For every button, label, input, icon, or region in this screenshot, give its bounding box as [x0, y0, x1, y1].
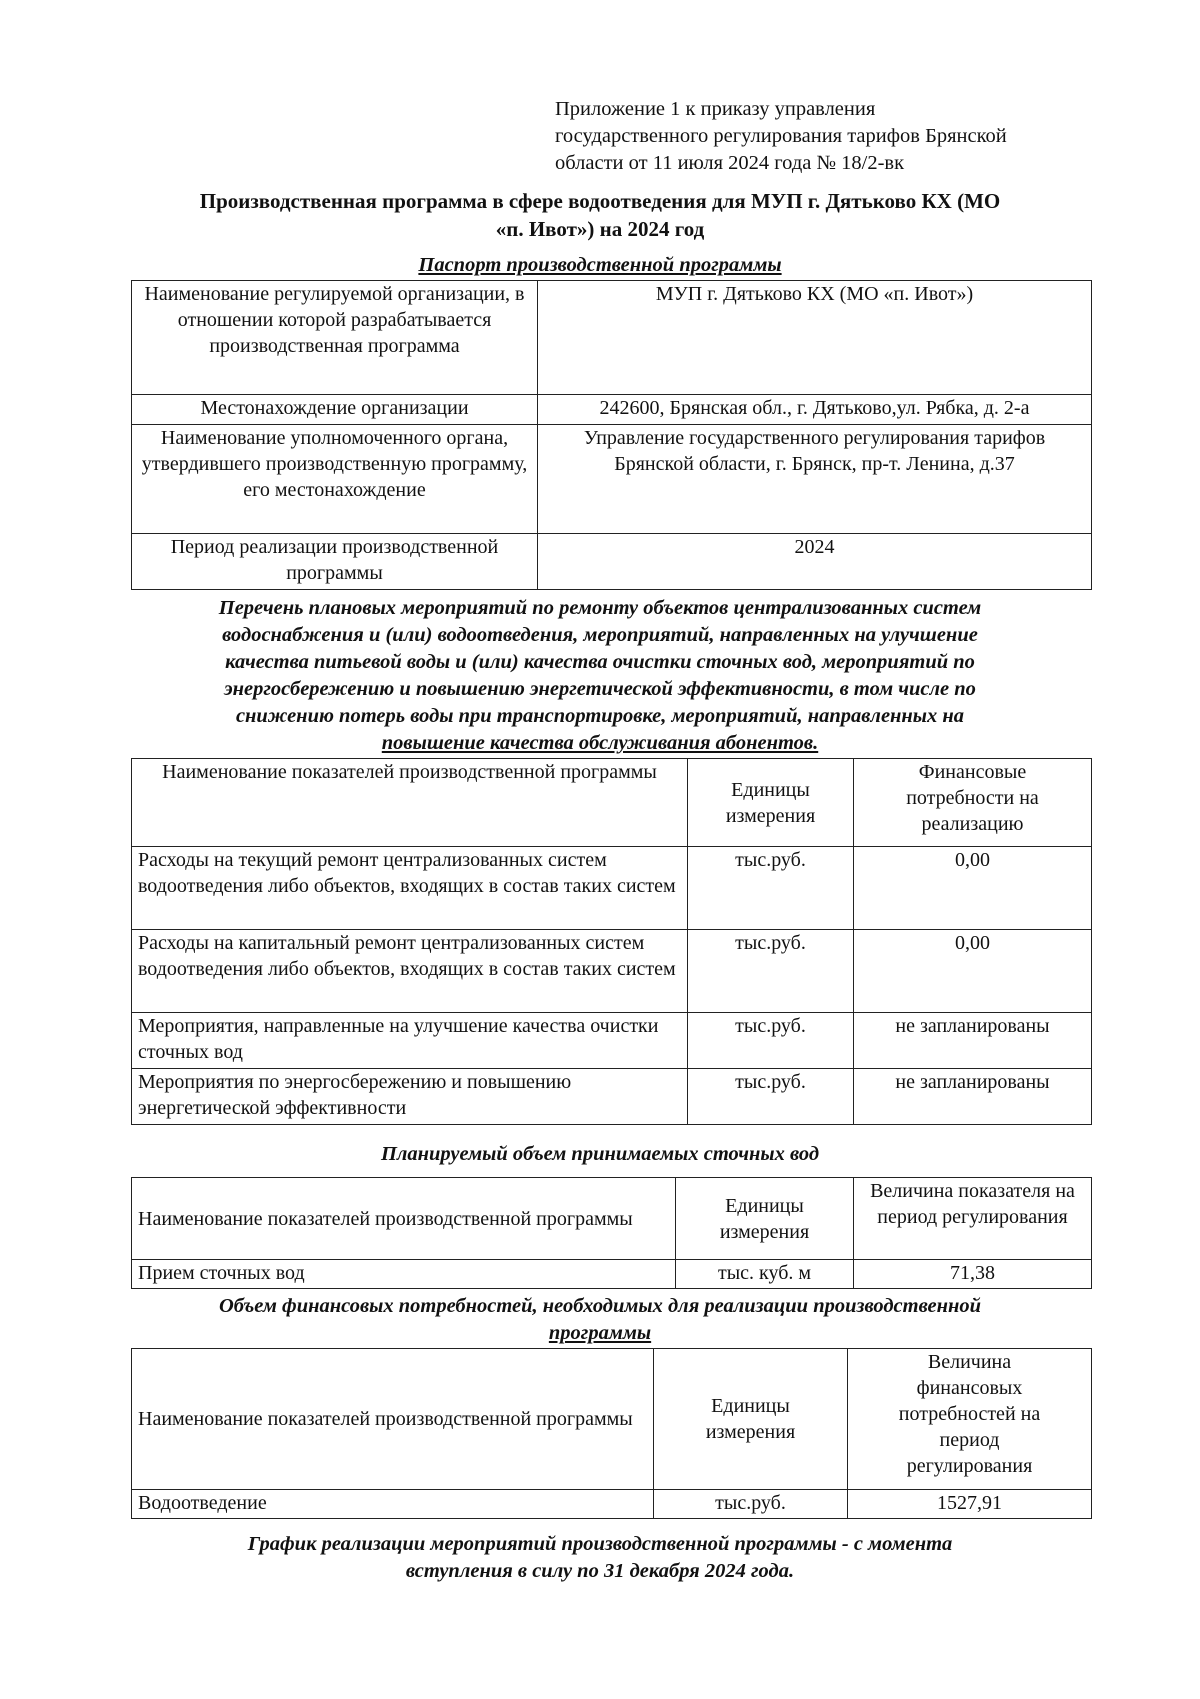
- table-cell: Мероприятия, направленные на улучшение качества очистки сточных вод: [132, 1013, 688, 1069]
- passport-label: Местонахождение организации: [132, 395, 538, 425]
- table-cell: Расходы на текущий ремонт централизованных систем водоотведения либо объектов, входящих в состав таких систем: [132, 847, 688, 930]
- passport-value: МУП г. Дятьково КХ (МО «п. Ивот»): [538, 281, 1092, 395]
- column-header: Единицы измерения: [654, 1349, 848, 1490]
- table-row: [132, 1013, 1092, 1069]
- title-line: «п. Ивот») на 2024 год: [495, 217, 705, 241]
- table-cell: тыс.руб.: [688, 847, 854, 930]
- table-cell: не запланированы: [854, 1069, 1092, 1125]
- volume-caption: Планируемый объем принимаемых сточных вод: [380, 1143, 820, 1165]
- measures-table: [131, 758, 1092, 1125]
- table-cell: тыс.руб.: [688, 930, 854, 1013]
- passport-value: Управление государственного регулирования тарифов Брянской области, г. Брянск, пр-т. Ленина, д.37: [538, 425, 1092, 534]
- document-title: [120, 187, 1080, 243]
- table-cell: 0,00: [854, 847, 1092, 930]
- passport-caption: Паспорт производственной программы: [418, 254, 782, 276]
- column-header: Наименование показателей производственной программы: [132, 1178, 676, 1260]
- column-header: Единицы измерения: [688, 759, 854, 847]
- table-cell: Мероприятия по энергосбережению и повышению энергетической эффективности: [132, 1069, 688, 1125]
- annex-line: области от 11 июля 2024 года № 18/2-вк: [555, 152, 905, 174]
- table-cell: тыс.руб.: [688, 1013, 854, 1069]
- table-cell: тыс.руб.: [688, 1069, 854, 1125]
- table-cell: 1527,91: [848, 1490, 1092, 1519]
- table-cell: не запланированы: [854, 1013, 1092, 1069]
- volume-table: [131, 1177, 1092, 1289]
- annex-line: Приложение 1 к приказу управления: [555, 98, 876, 120]
- title-line: Производственная программа в сфере водоотведения для МУП г. Дятьково КХ (МО: [199, 189, 1001, 213]
- passport-table: [131, 280, 1092, 590]
- measures-caption: Перечень плановых мероприятий по ремонту объектов централизованных систем водоснабжения и (или) водоотведения, мероприятий, направленных на улучшение качества питьевой воды и (или) качества очистки сточных вод, мероприятий по энергосбережению и повышению энергетической эффективности, в том числе по снижению потерь воды при транспортировке, мероприятий, направленных на повышение качества обслуживания абонентов.: [218, 597, 982, 754]
- table-header-row: [132, 1349, 1092, 1490]
- table-cell: Расходы на капитальный ремонт централизованных систем водоотведения либо объектов, входящих в состав таких систем: [132, 930, 688, 1013]
- schedule-note: График реализации мероприятий производственной программы - с момента вступления в силу по 31 декабря 2024 года.: [247, 1533, 953, 1582]
- table-header-row: [132, 759, 1092, 847]
- column-header: Величина показателя на период регулирования: [854, 1178, 1092, 1260]
- table-row: [132, 1069, 1092, 1125]
- passport-value: 2024: [538, 534, 1092, 590]
- table-cell: 71,38: [854, 1260, 1092, 1289]
- annex-line: государственного регулирования тарифов Брянской: [555, 125, 1007, 147]
- table-row: [132, 1260, 1092, 1289]
- column-header: Наименование показателей производственной программы: [132, 1349, 654, 1490]
- table-cell: Водоотведение: [132, 1490, 654, 1519]
- table-cell: тыс. куб. м: [676, 1260, 854, 1289]
- table-cell: тыс.руб.: [654, 1490, 848, 1519]
- column-header: Величина финансовых потребностей на период регулирования: [848, 1349, 1092, 1490]
- table-header-row: [132, 1178, 1092, 1260]
- table-row: [132, 281, 1092, 395]
- table-row: [132, 847, 1092, 930]
- table-row: [132, 395, 1092, 425]
- table-cell: 0,00: [854, 930, 1092, 1013]
- annex-note: [555, 96, 1115, 177]
- column-header: Наименование показателей производственной программы: [132, 759, 688, 847]
- finance-caption: Объем финансовых потребностей, необходимых для реализации производственной программы: [218, 1295, 982, 1344]
- passport-value: 242600, Брянская обл., г. Дятьково,ул. Рябка, д. 2-а: [538, 395, 1092, 425]
- table-row: [132, 1490, 1092, 1519]
- table-row: [132, 425, 1092, 534]
- table-cell: Прием сточных вод: [132, 1260, 676, 1289]
- passport-label: Период реализации производственной программы: [132, 534, 538, 590]
- passport-label: Наименование уполномоченного органа, утвердившего производственную программу, его местонахождение: [132, 425, 538, 534]
- table-row: [132, 930, 1092, 1013]
- table-row: [132, 534, 1092, 590]
- column-header: Финансовые потребности на реализацию: [854, 759, 1092, 847]
- column-header: Единицы измерения: [676, 1178, 854, 1260]
- passport-label: Наименование регулируемой организации, в отношении которой разрабатывается производственная программа: [132, 281, 538, 395]
- finance-table: [131, 1348, 1092, 1519]
